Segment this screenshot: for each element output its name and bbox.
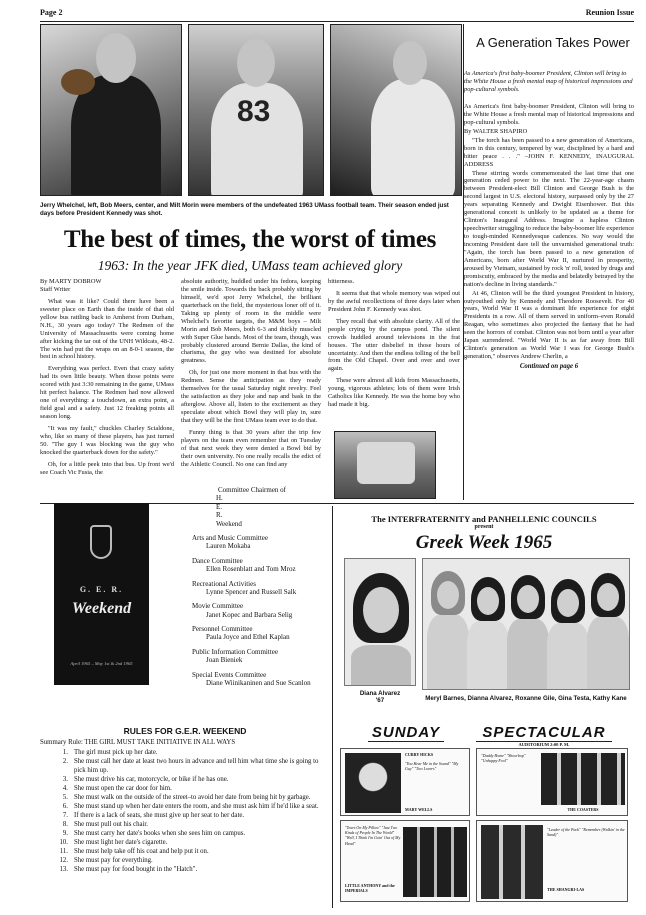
act-mary-wells bbox=[340, 748, 470, 816]
crest-icon bbox=[90, 525, 112, 559]
committee-item bbox=[192, 580, 332, 597]
cover-dates: April 1965 – May 1st & 2nd 1965 bbox=[70, 661, 133, 666]
jersey-number: 83 bbox=[237, 95, 271, 128]
rule-item bbox=[40, 749, 330, 758]
rule-text: She must help take off his coat and help put it on. bbox=[74, 847, 209, 855]
column-divider bbox=[332, 506, 333, 908]
rule-text: She must pay for everything. bbox=[74, 856, 153, 864]
committee-item bbox=[192, 671, 332, 688]
rule-item bbox=[40, 857, 330, 866]
committee-name: Movie Committee bbox=[192, 602, 244, 611]
group-photo bbox=[422, 558, 630, 690]
paragraph: They recall that with absolute clarity. All of the people crying by the campus pond. The silent crowds huddled around televisions in the frat houses. The utter disbelief in those hours of uncertainty. And then the endless tolling of the bell from the Old Chapel. Over and over and over again. bbox=[328, 317, 460, 373]
greek-week-present: present bbox=[474, 524, 494, 530]
portrait-diana-alvarez bbox=[344, 558, 416, 686]
rule-text: She must drive his car, motorcycle, or bike if he has one. bbox=[74, 775, 229, 783]
rule-item bbox=[40, 785, 330, 794]
committee-members: Lynne Spencer and Russell Salk bbox=[206, 587, 297, 596]
committee-letter: R. bbox=[216, 511, 223, 520]
rule-item bbox=[40, 776, 330, 785]
committee-members: Ellen Rosenblatt and Tom Mroz bbox=[206, 565, 296, 574]
side-article-title: A Generation Takes Power bbox=[476, 35, 630, 50]
article-column-2 bbox=[181, 278, 321, 473]
header-rule bbox=[40, 21, 634, 22]
page-number: Page 2 bbox=[40, 8, 63, 17]
rule-text: She must pay for food bought in the "Hatch". bbox=[74, 865, 198, 873]
paragraph: Everything was perfect. Even that crazy safety had its own little beauty. When those points were scored with just 3:30 remaining in the game, UMass hit perfect balance. The Redmen had now allowed one of everything: a touchdown, an extra point, a field goal and a safety. Just 12 freaking points all season long. bbox=[40, 365, 174, 420]
paragraph: As America's first baby-boomer President, Clinton will bring to the White House a fresh mental map of historical impressions and pop-cultural symbols. bbox=[464, 103, 634, 126]
article-column-3 bbox=[328, 278, 460, 413]
paragraph: What was it like? Could there have been a sweeter place on Earth than the inside of that old yellow bus rattling back to Amherst from Durham, N.H., 30 years ago today? The Redmen of the University of Massachusetts were coming home after kicking the tar out of the UNH Wildcats, 48-2. The win had put the wraps on an 8-0-1 season, the best in school history. bbox=[40, 297, 174, 361]
act-artist: MARY WELLS bbox=[405, 807, 433, 812]
paragraph: It seems that that whole memory was wiped out by the awful recollections of three days later when President John F. Kennedy was shot. bbox=[328, 289, 460, 313]
greek-week-title: Greek Week 1965 bbox=[415, 532, 553, 553]
act-artist: THE COASTERS bbox=[567, 807, 599, 812]
committee-title: Committee Chairmen of bbox=[217, 486, 287, 494]
rule-text: She must call her date at least two hours in advance and tell him what time she is going to pick him up. bbox=[74, 757, 319, 774]
photo-bob-meers bbox=[188, 24, 324, 196]
photo-milt-morin bbox=[330, 24, 462, 196]
rule-number: 11. bbox=[59, 847, 68, 855]
rule-number: 5. bbox=[62, 793, 68, 801]
act-the-coasters bbox=[476, 748, 628, 816]
continued-note: Continued on page 6 bbox=[519, 363, 579, 370]
portrait-caption bbox=[340, 690, 420, 705]
act-songs: "Leader of the Pack" "Remember (Walkin' in the Sand)" bbox=[547, 827, 625, 838]
subhead: 1963: In the year JFK died, UMass team achieved glory bbox=[97, 258, 403, 273]
photo-jerry-whelchel bbox=[40, 24, 182, 196]
rule-number: 3. bbox=[62, 775, 68, 783]
page-header bbox=[40, 8, 634, 20]
rule-text: She must pull out his chair. bbox=[74, 820, 149, 828]
issue-label: Reunion Issue bbox=[585, 8, 634, 17]
rule-text: The girl must pick up her date. bbox=[74, 749, 158, 756]
paragraph: absolute authority, huddled under his fedora, keeping the smile inside. Towards the back probably sitting by himself, we'd spot Jerry Whelchel, the brilliant quarterback on the field, the mysterious loner off of it. Taking up plenty of room in the middle were Whelchel's favorite targets, the M&M boys – Milt Morin and Bob Meers, both 6-3 and thickly muscled with Super Glue hands. Most of the team, though, was probably clustered around Bernie Dallas, the kind of charisma, the guy who was destined for absolute greatness. bbox=[181, 278, 321, 365]
paragraph: "The torch has been passed to a new generation of Americans, born in this century, tempered by war, disciplined by a hard and bitter peace . . ." –JOHN F. KENNEDY, INAUGURAL ADDRESS bbox=[464, 136, 634, 168]
committee-members: Lauren Mokaba bbox=[206, 542, 251, 551]
rule-text: She must open the car door for him. bbox=[74, 784, 172, 792]
rule-number: 8. bbox=[62, 820, 68, 828]
rule-number: 1. bbox=[62, 749, 68, 756]
committee-item bbox=[192, 625, 332, 642]
ger-weekend-cover bbox=[54, 503, 149, 685]
article-column-1 bbox=[40, 278, 174, 481]
rules-title: RULES FOR G.E.R. WEEKEND bbox=[123, 726, 247, 736]
rule-number: 4. bbox=[62, 784, 68, 792]
side-article-body bbox=[464, 103, 634, 371]
rule-text: She must light her date's cigarette. bbox=[74, 838, 168, 846]
rule-number: 12. bbox=[59, 856, 68, 864]
committee-members: Joan Bieniek bbox=[206, 656, 243, 665]
rule-number: 2. bbox=[62, 757, 68, 765]
spectacular-banner: SPECTACULAR bbox=[476, 724, 612, 742]
act-shangri-las bbox=[476, 820, 628, 902]
paragraph: Funny thing is that 30 years after the trip few players on the team even remember that on Tuesday of that next week they were denied a Bowl bid by their own university. No one really recalls the edict of the Athletic Council. No one can find any bbox=[181, 428, 321, 468]
act-songs: "Tears On My Pillow" "Just Two Kinds of People In The World" "Well, I Think I'm Goin' Out of My Head" bbox=[345, 825, 401, 846]
paragraph: Oh, for just one more moment in that bus with the Redmen. Sense the anticipation as they ready themselves for the usual Saturday night revelry. Feel the satisfaction as they joke and nap and bask in the afterglow. Above all, listen to the excitement as they speculate about which Bowl they will play in, sure that they will be the first UMass team ever to do that. bbox=[181, 369, 321, 424]
act-artist: LITTLE ANTHONY and the IMPERIALS bbox=[345, 883, 395, 894]
rule-item bbox=[40, 812, 330, 821]
committee-letter: E. bbox=[216, 502, 223, 511]
paragraph: At 46, Clinton will be the third youngest President in history, outyouthed only by Kennedy and Theodore Roosevelt. For 40 years, World War II was a dominant life experience for eight Presidents in a row. All of them served in uniform–even Ronald Reagan, who sometimes also projected the fantasy that he had seen the horrors of combat. Clinton was not born until a year after Japan surrendered. "World War II is as far away from Bill Clinton's generation as World War I was for George Bush's generation," observes Andrew Cherlin, a bbox=[464, 289, 634, 361]
committee-name: Public Information Committee bbox=[192, 647, 278, 656]
committee-item bbox=[192, 557, 332, 574]
paragraph: bitterness. bbox=[328, 278, 355, 285]
act-little-anthony bbox=[340, 820, 470, 902]
committee-members: Paula Joyce and Ethel Kaplan bbox=[206, 633, 290, 642]
rule-item bbox=[40, 821, 330, 830]
paragraph: These were almost all kids from Massachusetts, young, vigorous athletes; lots of them were Irish Catholics like Kennedy. He was the home boy who had made it big. bbox=[328, 377, 460, 409]
act-artist: THE SHANGRI-LAS bbox=[547, 887, 585, 892]
side-article-deck: As America's first baby-boomer President, Clinton will bring to the White House a fresh mental map of historical impressions and pop-cultural symbols. bbox=[464, 70, 633, 93]
paragraph: Oh, for a little peek into that bus. Up front we'd see Coach Vic Fusia, the bbox=[40, 460, 174, 476]
rule-item bbox=[40, 848, 330, 857]
paragraph: These stirring words commemorated the last time that one generation ceded power to the next. The 22-year-age chasm between President-elect Bill Clinton and George Bush is the second largest in U.S. electoral history, surpassed only by the 27 years separating Kennedy and Dwight Eisenhower. But this generational conceit is unlikely to be updated as a theme for Clinton's Inaugural Address. Imagine a hapless Clinton speechwriter struggling to reduce the baby-boomer life experience to tough-minded Kennedyesque cadences. No way would the incoming President dare tell the unvarnished generational truth: "Again, the torch has been passed to a new generation of Americans, born after World War II, nurtured in prosperity, aroused by Vietnam, sustained by rock 'n' roll, tested by drugs and promiscuity, embraced by the media and belatedly betrayed by the nation's decline in living standards." bbox=[464, 169, 634, 288]
rule-text: She must walk on the outside of the street–to avoid her date from being hit by garbage. bbox=[74, 793, 311, 801]
act-venue: CURRY HICKS bbox=[405, 752, 434, 757]
committee-name: Special Events Committee bbox=[192, 670, 267, 679]
newspaper-page bbox=[14, 6, 634, 909]
rule-number: 9. bbox=[62, 829, 68, 837]
rules-list bbox=[40, 749, 330, 875]
committee-item bbox=[192, 534, 332, 551]
byline: By MARTY DOBROW bbox=[40, 278, 102, 285]
rule-item bbox=[40, 794, 330, 803]
committee-members: Diane Wiinikaninen and Sue Scanlon bbox=[206, 679, 311, 688]
committee-item bbox=[192, 602, 332, 619]
sunday-banner: SUNDAY bbox=[368, 724, 444, 742]
rules-summary: Summary Rule: THE GIRL MUST TAKE INITIATIVE IN ALL WAYS bbox=[40, 739, 236, 746]
committee-name: Arts and Music Committee bbox=[192, 533, 269, 542]
committee-item bbox=[192, 648, 332, 665]
committee-members: Janet Kopec and Barbara Selig bbox=[206, 610, 293, 619]
greek-week-sponsor: The INTERFRATERNITY and PANHELLENIC COUNCILS bbox=[371, 514, 597, 524]
rule-item bbox=[40, 758, 330, 776]
portrait-year: '67 bbox=[375, 697, 385, 705]
rule-item bbox=[40, 803, 330, 812]
rule-text: If there is a lack of seats, she must give up her seat to her date. bbox=[74, 811, 245, 819]
byline-role: Staff Writer bbox=[40, 285, 71, 293]
portrait-name: Diana Alvarez bbox=[359, 690, 401, 697]
rule-number: 7. bbox=[62, 811, 68, 819]
rule-item bbox=[40, 830, 330, 839]
committee-name: Personnel Committee bbox=[192, 625, 253, 634]
rule-text: She must stand up when her date enters the room, and she must ask him if he'd like a seat. bbox=[74, 802, 319, 810]
rule-text: She must carry her date's books when she sees him on campus. bbox=[74, 829, 246, 837]
committee-name: Dance Committee bbox=[192, 556, 243, 565]
rule-item bbox=[40, 866, 330, 875]
act-songs: "Daddy Home" "Shoorbop" "Unhappy Fool" bbox=[481, 753, 526, 764]
committee-letter: H. bbox=[216, 494, 223, 503]
auditorium-time: AUDITORIUM 2:00 P. M. bbox=[518, 742, 570, 747]
committee-name: Recreational Activities bbox=[192, 579, 256, 588]
cover-title: Weekend bbox=[71, 600, 132, 617]
committee-weekend: Weekend bbox=[216, 519, 242, 528]
act-songs: "You Hear Me in the Sound" "My Guy" "Two Lovers" bbox=[405, 761, 459, 772]
cover-letters: G. E. R. bbox=[79, 585, 124, 594]
side-byline: By WALTER SHAPIRO bbox=[464, 127, 528, 135]
memorial-plaque-photo bbox=[334, 431, 436, 499]
rule-number: 13. bbox=[59, 865, 68, 873]
rule-number: 6. bbox=[62, 802, 68, 810]
rule-item bbox=[40, 839, 330, 848]
paragraph: "It was my fault," chuckles Charley Scialdone, who, like so many of these players, has just turned 50. "The guy I was blocking was the guy who knocked the quarterback down for the safety." bbox=[40, 424, 174, 456]
headline: The best of times, the worst of times bbox=[63, 226, 437, 253]
photo-caption: Jerry Whelchel, left, Bob Meers, center, and Milt Morin were members of the undefeated 1963 UMass football team. Their season ended just days before President Kennedy was shot. bbox=[40, 202, 449, 217]
committee-list bbox=[192, 486, 332, 687]
group-caption: Meryl Barnes, Dianna Alvarez, Roxanne Gile, Gina Testa, Kathy Kane bbox=[425, 695, 627, 702]
rule-number: 10. bbox=[59, 838, 68, 846]
